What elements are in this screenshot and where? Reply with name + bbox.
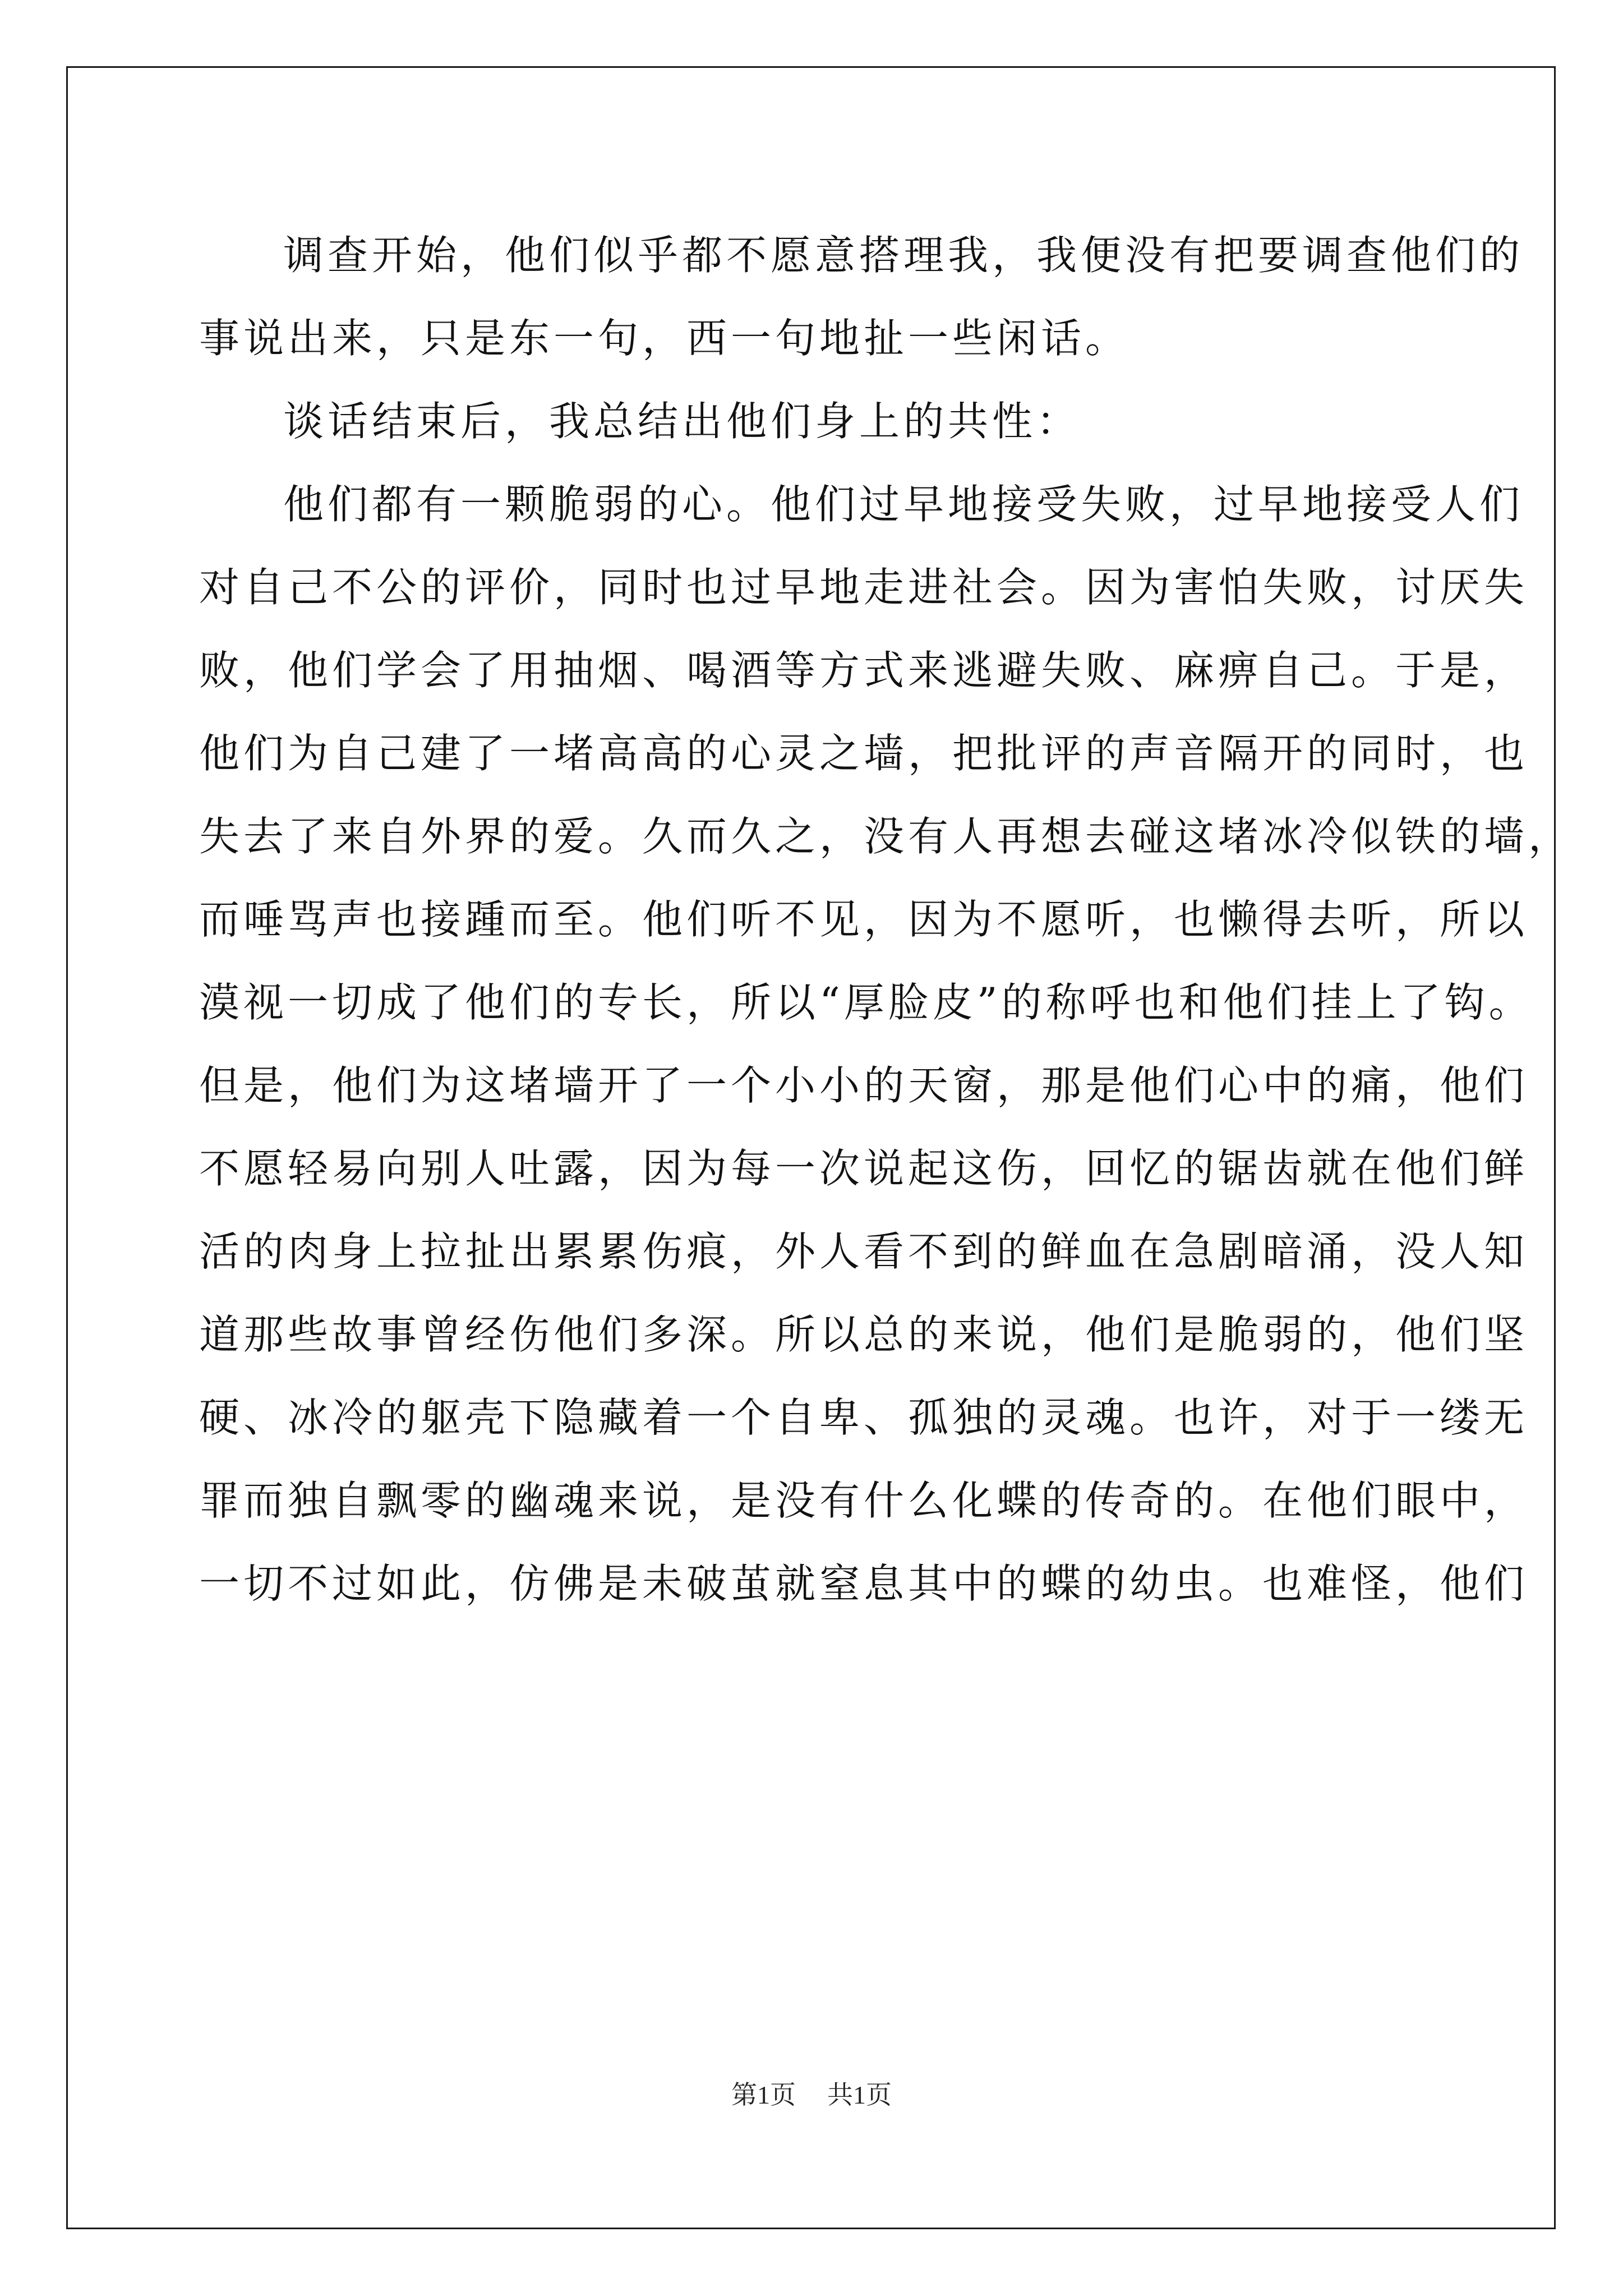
text-line: 调查开始，他们似乎都不愿意搭理我，我便没有把要调查他们的: [283, 232, 1524, 279]
page-total: 共1页: [827, 2081, 892, 2109]
text-line: 一切不过如此，仿佛是未破茧就窒息其中的蝶的幼虫。也难怪，他们: [199, 1560, 1529, 1607]
text-line: 罪而独自飘零的幽魂来说，是没有什么化蝶的传奇的。在他们眼中，: [199, 1477, 1529, 1524]
document-body: [199, 214, 1573, 1625]
text-line: 但是，他们为这堵墙开了一个小小的天窗，那是他们心中的痛，他们: [199, 1062, 1529, 1109]
text-line: 他们都有一颗脆弱的心。他们过早地接受失败，过早地接受人们: [283, 481, 1524, 528]
text-line: 败，他们学会了用抽烟、喝酒等方式来逃避失败、麻痹自己。于是，: [199, 647, 1529, 694]
text-line: 活的肉身上拉扯出累累伤痕，外人看不到的鲜血在急剧暗涌，没人知: [199, 1228, 1529, 1275]
text-line: 失去了来自外界的爱。久而久之，没有人再想去碰这堵冰冷似铁的墙，: [199, 813, 1573, 860]
text-line: 谈话结束后，我总结出他们身上的共性：: [283, 398, 1081, 445]
paragraph-1: [199, 214, 1524, 380]
text-line: 硬、冰冷的躯壳下隐藏着一个自卑、孤独的灵魂。也许，对于一缕无: [199, 1394, 1529, 1441]
paragraph-2: [199, 380, 1427, 463]
page-footer: [0, 2074, 1623, 2111]
text-line: 不愿轻易向别人吐露，因为每一次说起这伤，回忆的锯齿就在他们鲜: [199, 1145, 1529, 1192]
text-line: 漠视一切成了他们的专长，所以“厚脸皮”的称呼也和他们挂上了钩。: [199, 979, 1533, 1026]
text-line: 道那些故事曾经伤他们多深。所以总的来说，他们是脆弱的，他们坚: [199, 1311, 1529, 1358]
text-line: 他们为自己建了一堵高高的心灵之墙，把批评的声音隔开的同时，也: [199, 730, 1529, 777]
text-line: 对自己不公的评价，同时也过早地走进社会。因为害怕失败，讨厌失: [199, 564, 1529, 611]
page-number: 第1页: [731, 2081, 796, 2109]
text-line: 事说出来，只是东一句，西一句地扯一些闲话。: [199, 315, 1130, 362]
text-line: 而唾骂声也接踵而至。他们听不见，因为不愿听，也懒得去听，所以: [199, 896, 1529, 943]
paragraph-3: [199, 463, 1573, 1625]
